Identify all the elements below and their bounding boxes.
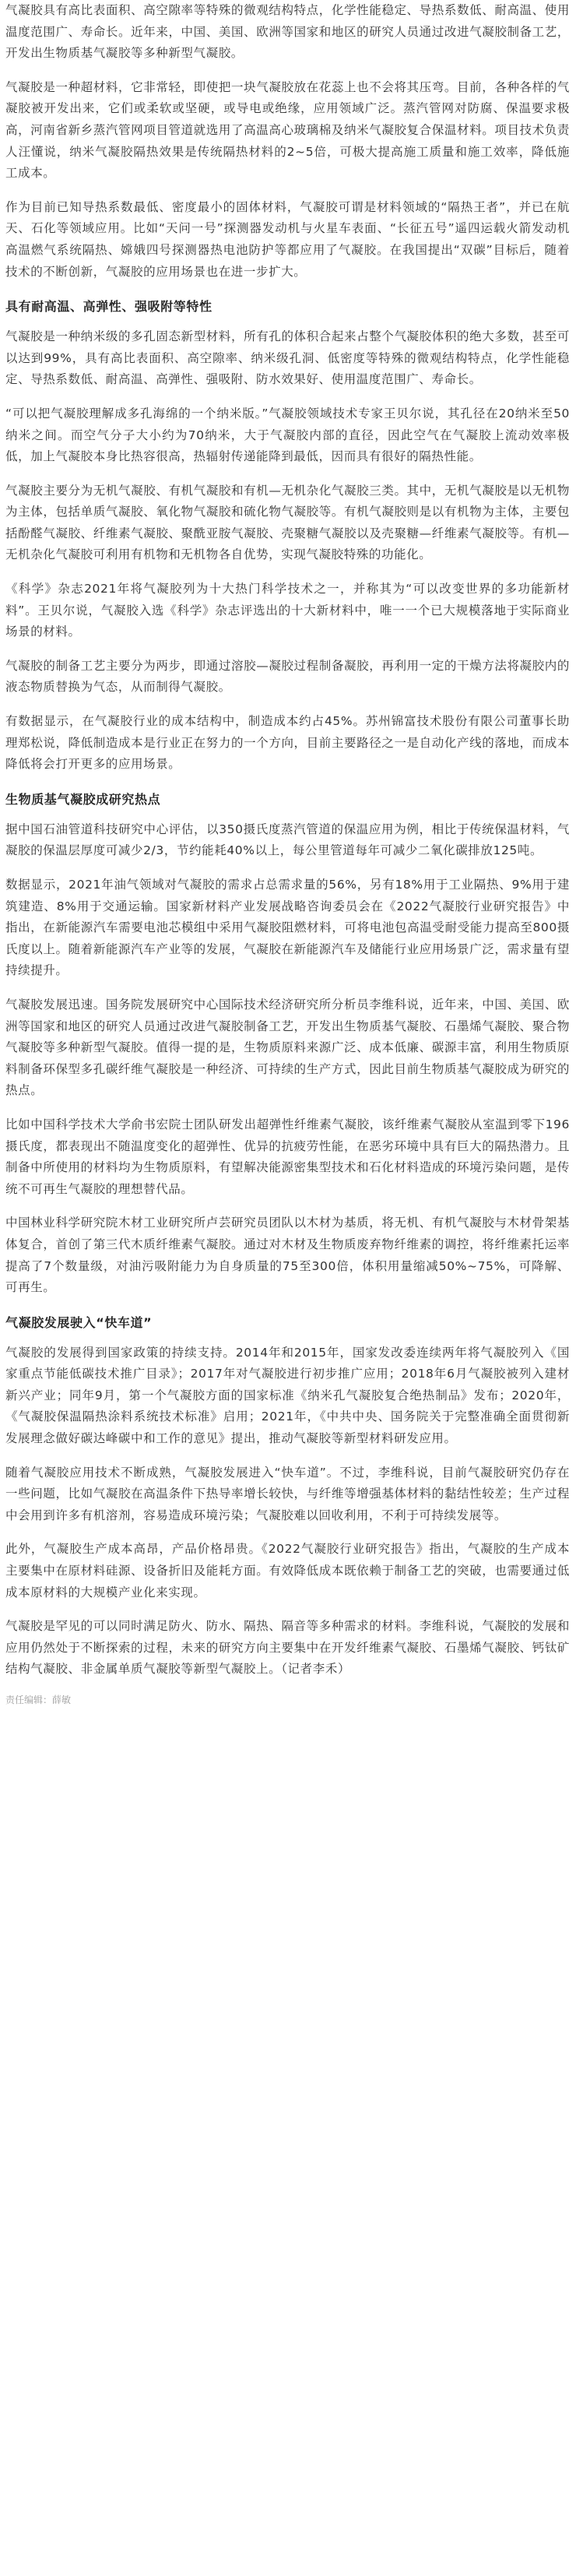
section-heading: 气凝胶发展驶入“快车道” [5,1314,153,1330]
editor-credit: 责任编辑：薛敏 [5,1694,72,1705]
article-paragraph: 气凝胶的制备工艺主要分为两步，即通过溶胶—凝胶过程制备凝胶，再利用一定的干燥方法将凝胶内的液态物质替换为气态，从而制得气凝胶。 [5,658,570,695]
article-paragraph: 随着气凝胶应用技术不断成熟，气凝胶发展进入“快车道”。不过，李维科说，目前气凝胶研究仍存在一些问题，比如气凝胶在高温条件下热导率增长较快，与纤维等增强基体材料的黏结性较差；生产过程中会用到许多有机溶剂，容易造成环境污染；气凝胶难以回收利用，不利于可持续发展等。 [5,1465,570,1522]
section-heading: 生物质基气凝胶成研究热点 [5,791,161,807]
article-paragraph: 有数据显示，在气凝胶行业的成本结构中，制造成本约占45%。苏州锦富技术股份有限公司董事长助理郑松说，降低制造成本是行业正在努力的一个方向，目前主要路径之一是自动化产线的落地，而成本降低将会打开更多的应用场景。 [5,714,570,772]
article-paragraph: 比如中国科学技术大学俞书宏院士团队研发出超弹性纤维素气凝胶，该纤维素气凝胶从室温到零下196摄氏度，都表现出不随温度变化的超弹性、优异的抗疲劳性能，在恶劣环境中具有巨大的隔热潜力。且制备中所使用的材料均为生物质原料，有望解决能源密集型技术和石化材料造成的环境污染问题，是传统不可再生气凝胶的理想替代品。 [5,1117,570,1196]
article-paragraph: 此外，气凝胶生产成本高昂，产品价格昂贵。《2022气凝胶行业研究报告》指出，气凝胶的生产成本主要集中在原材料硅源、设备折旧及能耗方面。有效降低成本既依赖于制备工艺的突破，也需要通过低成本原材料的大规模产业化来实现。 [5,1542,570,1599]
article-paragraph: 气凝胶发展迅速。国务院发展研究中心国际技术经济研究所分析员李维科说，近年来，中国、美国、欧洲等国家和地区的研究人员通过改进气凝胶制备工艺，开发出生物质基气凝胶、石墨烯气凝胶、聚合物气凝胶等多种新型气凝胶。值得一提的是，生物质原料来源广泛、成本低廉、碳源丰富，利用生物质原料制备环保型多孔碳纤维气凝胶是一种经济、可持续的生产方式，因此目前生物质基气凝胶成为研究的热点。 [5,997,570,1098]
article-paragraph: 气凝胶主要分为无机气凝胶、有机气凝胶和有机—无机杂化气凝胶三类。其中，无机气凝胶是以无机物为主体，包括单质气凝胶、氧化物气凝胶和硫化物气凝胶等。有机气凝胶则是以有机物为主体，主要包括酚醛气凝胶、纤维素气凝胶、聚酰亚胺气凝胶、壳聚糖气凝胶以及壳聚糖—纤维素气凝胶等。有机—无机杂化气凝胶可利用有机物和无机物各自优势，实现气凝胶特殊的功能化。 [5,483,570,562]
article-paragraph: 气凝胶的发展得到国家政策的持续支持。2014年和2015年，国家发改委连续两年将气凝胶列入《国家重点节能低碳技术推广目录》；2017年对气凝胶进行初步推广应用；2018年6月气凝胶被列入建材新兴产业；同年9月，第一个气凝胶方面的国家标准《纳米孔气凝胶复合绝热制品》发布；2020年，《气凝胶保温隔热涂料系统技术标准》启用；2021年，《中共中央、国务院关于完整准确全面贯彻新发展理念做好碳达峰碳中和工作的意见》提出，推动气凝胶等新型材料研发应用。 [5,1345,570,1446]
article-paragraph: 中国林业科学研究院木材工业研究所卢芸研究员团队以木材为基质，将无机、有机气凝胶与木材骨架基体复合，首创了第三代木质纤维素气凝胶。通过对木材及生物质废弃物纤维素的调控，将纤维素托运率提高了7个数量级，对油污吸附能力为自身质量的75至300倍，体积用量缩减50%~75%，可降解、可再生。 [5,1216,570,1295]
article-paragraph: 气凝胶具有高比表面积、高空隙率等特殊的微观结构特点，化学性能稳定、导热系数低、耐高温、使用温度范围广、寿命长。近年来，中国、美国、欧洲等国家和地区的研究人员通过改进气凝胶制备工艺，开发出生物质基气凝胶等多种新型气凝胶。 [5,3,570,61]
article-paragraph: 气凝胶是罕见的可以同时满足防火、防水、隔热、隔音等多种需求的材料。李维科说，气凝胶的发展和应用仍然处于不断探索的过程，未来的研究方向主要集中在开发纤维素气凝胶、石墨烯气凝胶、钙钛矿结构气凝胶、非金属单质气凝胶等新型气凝胶上。（记者李禾） [5,1619,570,1677]
article-footer [0,1693,576,1706]
article-paragraph: 据中国石油管道科技研究中心评估，以350摄氏度蒸汽管道的保温应用为例，相比于传统保温材料，气凝胶的保温层厚度可减少2/3，节约能耗40%以上，每公里管道每年可减少二氧化碳排放125吨。 [5,822,570,858]
article-paragraph: 《科学》杂志2021年将气凝胶列为十大热门科学技术之一，并称其为“可以改变世界的多功能新材料”。王贝尔说，气凝胶入选《科学》杂志评选出的十大新材料中，唯一一个已大规模落地于实际商业场景的材料。 [5,582,570,639]
article-paragraph: 气凝胶是一种纳米级的多孔固态新型材料，所有孔的体积合起来占整个气凝胶体积的绝大多数，甚至可以达到99%，具有高比表面积、高空隙率、纳米级孔洞、低密度等特殊的微观结构特点，化学性能稳定、导热系数低、耐高温、高弹性、强吸附、防水效果好、使用温度范围广、寿命长。 [5,329,570,387]
article-paragraph: “可以把气凝胶理解成多孔海绵的一个纳米版。”气凝胶领域技术专家王贝尔说，其孔径在20纳米至50纳米之间。而空气分子大小约为70纳米，大于气凝胶内部的直径，因此空气在气凝胶上流动效率极低，加上气凝胶本身比热容很高，热辐射传递能降到最低，因而具有很好的隔热性能。 [5,406,570,464]
article-paragraph: 气凝胶是一种超材料，它非常轻，即使把一块气凝胶放在花蕊上也不会将其压弯。目前，各种各样的气凝胶被开发出来，它们或柔软或坚硬，或导电或绝缘，应用领域广泛。蒸汽管网对防腐、保温要求极高，河南省新乡蒸汽管网项目管道就选用了高温高心玻璃棉及纳米气凝胶复合保温材料。项目技术负责人汪懂说，纳米气凝胶隔热效果是传统隔热材料的2~5倍，可极大提高施工质量和施工效率，降低施工成本。 [5,79,570,181]
article-paragraph: 作为目前已知导热系数最低、密度最小的固体材料，气凝胶可谓是材料领域的“隔热王者”，并已在航天、石化等领域应用。比如“天问一号”探测器发动机与火星车表面、“长征五号”遥四运载火箭发动机高温燃气系统隔热、嫦娥四号探测器热电池防护等都应用了气凝胶。在我国提出“双碳”目标后，随着技术的不断创新，气凝胶的应用场景也在进一步扩大。 [5,199,570,279]
article-paragraph: 数据显示，2021年油气领域对气凝胶的需求占总需求量的56%，另有18%用于工业隔热、9%用于建筑建造、8%用于交通运输。国家新材料产业发展战略咨询委员会在《2022气凝胶行业研究报告》中指出，在新能源汽车需要电池芯模组中采用气凝胶阻燃材料，可将电池包高温受耐受能力提高至800摄氏度以上。随着新能源汽车产业等的发展，气凝胶在新能源汽车及储能行业应用场景广泛，需求量有望持续提升。 [5,878,570,978]
section-heading: 具有耐高温、高弹性、强吸附等特性 [5,299,212,315]
